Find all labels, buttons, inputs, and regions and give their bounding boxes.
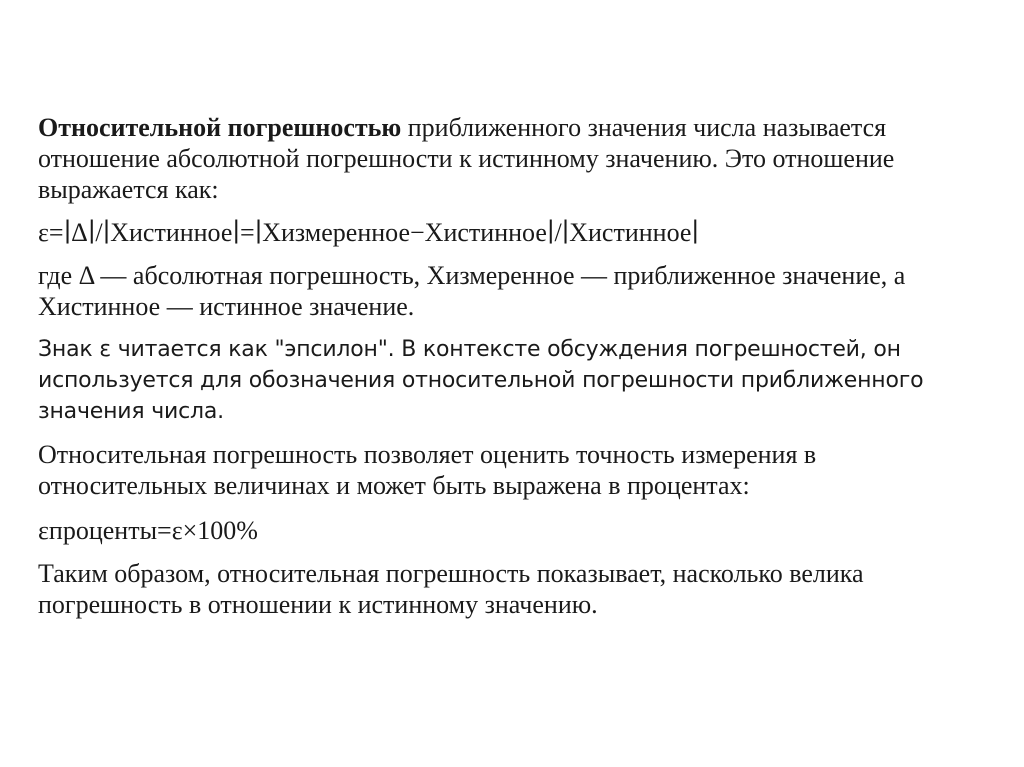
relative-error-formula: ε=∣Δ∣/∣Xистинное∣=∣Xизмеренное−Xистинное∣/∣Xистинное∣: [38, 218, 699, 247]
percent-formula: εпроценты=ε×100%: [38, 516, 258, 545]
definition-term: Относительной погрешностью: [38, 113, 402, 142]
epsilon-explanation-paragraph: Знак ε читается как "эпсилон". В контексте обсуждения погрешностей, он используется для обозначения относительной погрешности приближенного значения числа.: [38, 337, 924, 424]
definition-paragraph: [38, 112, 988, 205]
percent-intro-paragraph: Относительная погрешность позволяет оценить точность измерения в относительных величинах и может быть выражена в процентах:: [38, 440, 817, 500]
conclusion-paragraph: Таким образом, относительная погрешность показывает, насколько велика погрешность в отношении к истинному значению.: [38, 559, 864, 619]
formula-legend-paragraph: где Δ — абсолютная погрешность, Xизмеренное — приближенное значение, а Xистинное — истинное значение.: [38, 261, 906, 321]
definition-text: приближенного значения числа называется отношение абсолютной погрешности к истинному значению. Это отношение выражается как:: [38, 113, 895, 204]
slide-content: [38, 112, 988, 620]
